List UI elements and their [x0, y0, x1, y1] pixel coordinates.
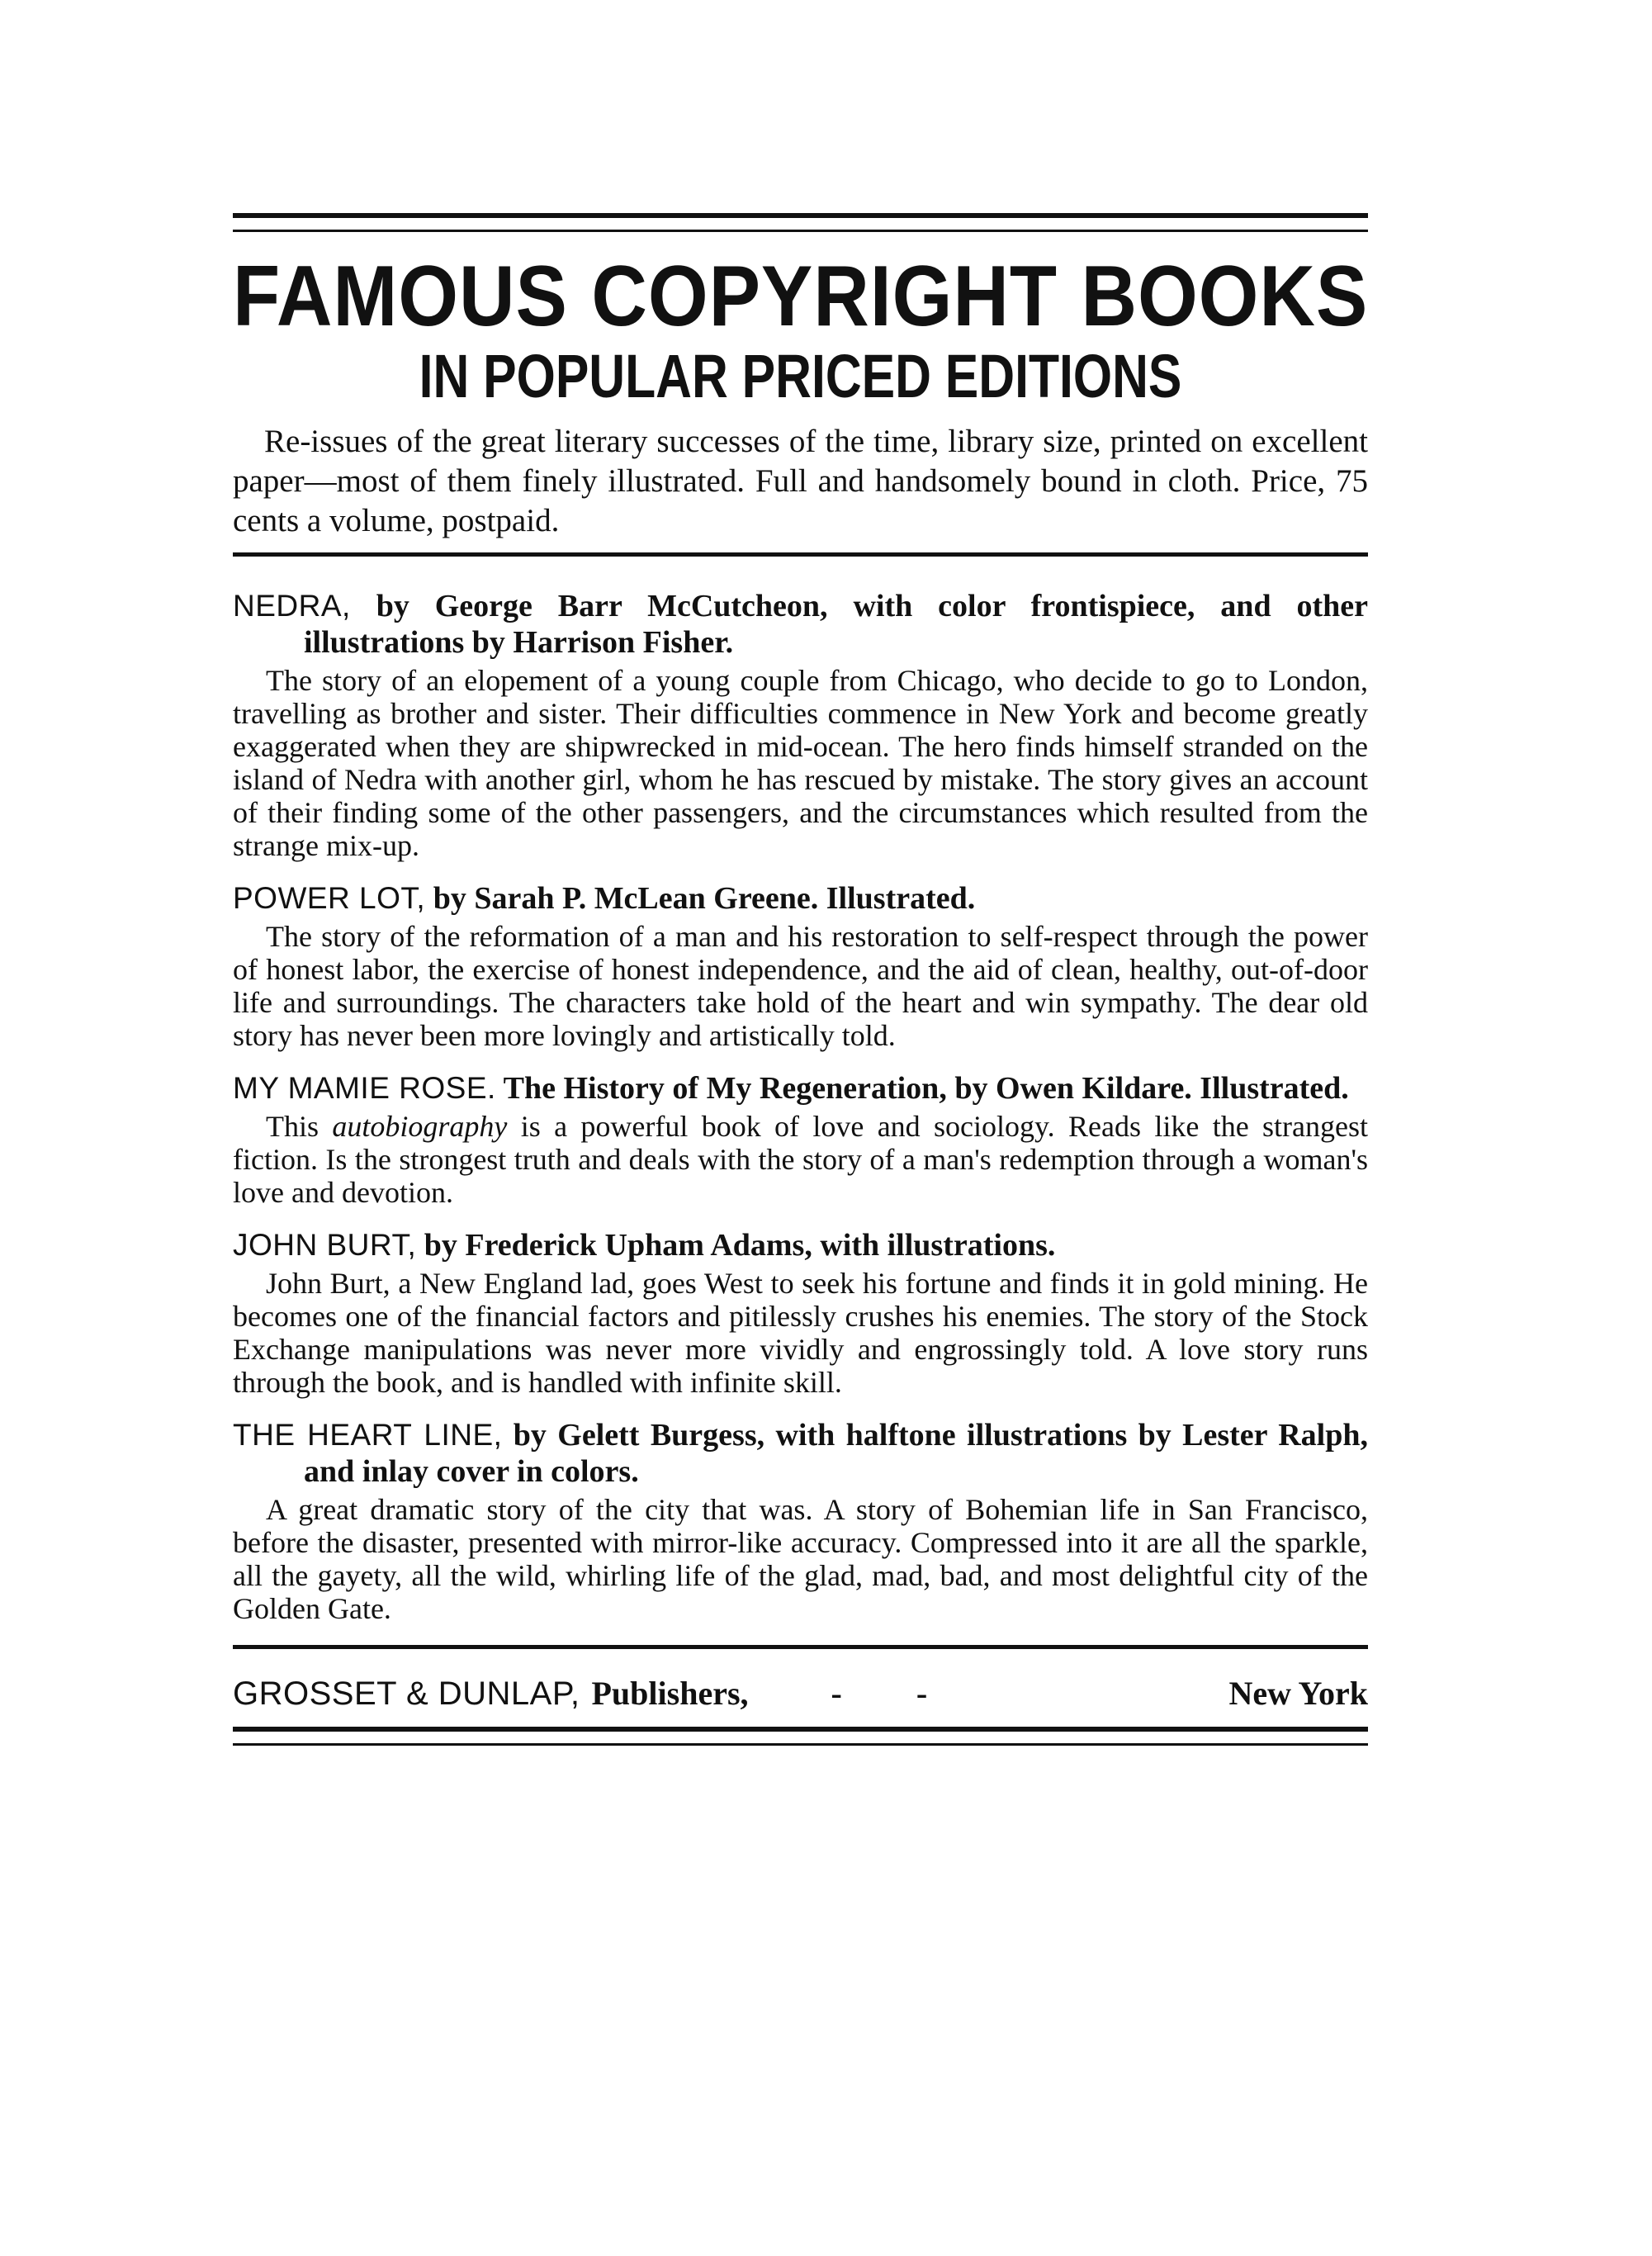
- book-entry-power-lot: [233, 880, 1368, 1052]
- book-heading: [233, 880, 1368, 917]
- book-title: POWER LOT,: [233, 881, 426, 915]
- book-description: [233, 1110, 1368, 1209]
- book-heading: [233, 588, 1368, 661]
- book-title: THE HEART LINE,: [233, 1418, 503, 1452]
- sub-title: IN POPULAR PRICED EDITIONS: [419, 342, 1182, 410]
- book-description: The story of an elopement of a young couple from Chicago, who decide to go to London, travelling as brother and sister. Their difficulties commence in New York and become greatly exaggerated when they are shipwrecked in mid-ocean. The hero finds himself stranded on the island of Nedra with another girl, whom he has rescued by mistake. The story gives an account of their finding some of the other passengers, and the circumstances which resulted from the strange mix-up.: [233, 664, 1368, 862]
- publisher-block: [233, 1674, 960, 1713]
- publisher-footer: [233, 1674, 1368, 1713]
- description-emphasis: autobiography: [332, 1110, 508, 1143]
- book-description: John Burt, a New England lad, goes West to seek his fortune and finds it in gold mining. He becomes one of the financial factors and pitilessly crushes his enemies. The story of the Stock Exchange manipulations was never more vividly and engrossingly told. A love story runs through the book, and is handled with infinite skill.: [233, 1267, 1368, 1399]
- book-byline: by Gelett Burgess, with halftone illustrations by Lester Ralph, and inlay cover in colors.: [304, 1418, 1368, 1489]
- book-description: A great dramatic story of the city that was. A story of Bohemian life in San Francisco, before the disaster, presented with mirror-like accuracy. Compressed into it are all the sparkle, all the gayety, all the wild, whirling life of the glad, mad, bad, and most delightful city of the Golden Gate.: [233, 1493, 1368, 1625]
- book-heading: [233, 1070, 1368, 1107]
- intro-paragraph: Re-issues of the great literary successes of the time, library size, printed on excellent paper—most of them finely illustrated. Full and handsomely bound in cloth. Price, 75 cents a volume, postpaid.: [233, 424, 1368, 538]
- top-double-rule: [233, 213, 1368, 232]
- book-title: MY MAMIE ROSE.: [233, 1071, 496, 1105]
- book-title: JOHN BURT,: [233, 1228, 417, 1262]
- bottom-double-rule: [233, 1727, 1368, 1746]
- book-byline: by Frederick Upham Adams, with illustrations.: [424, 1228, 1056, 1263]
- description-text-post: is a powerful book of love and sociology. Reads like the strangest fiction. Is the strongest truth and deals with the story of a man's redemption through a woman's love and devotion.: [233, 1110, 1368, 1209]
- footer-rule: [233, 1645, 1368, 1649]
- publisher-city: New York: [1228, 1675, 1368, 1712]
- book-entry-my-mamie-rose: [233, 1070, 1368, 1209]
- separator-dashes: - -: [831, 1675, 961, 1712]
- description-text-pre: This: [266, 1110, 333, 1143]
- book-description: The story of the reformation of a man and his restoration to self-respect through the power of honest labor, the exercise of honest independence, and the aid of clean, healthy, out-of-door life and surroundings. The characters take hold of the heart and win sympathy. The dear old story has never been more lovingly and artistically told.: [233, 920, 1368, 1052]
- advertisement-page: [233, 213, 1368, 1746]
- book-byline: The History of My Regeneration, by Owen Kildare. Illustrated.: [503, 1071, 1349, 1106]
- book-heading: [233, 1417, 1368, 1490]
- book-byline: by Sarah P. McLean Greene. Illustrated.: [433, 881, 976, 916]
- book-byline: by George Barr McCutcheon, with color frontispiece, and other illustrations by Harrison Fisher.: [304, 589, 1368, 660]
- intro-rule: [233, 552, 1368, 557]
- book-heading: [233, 1227, 1368, 1263]
- book-entry-the-heart-line: [233, 1417, 1368, 1625]
- publisher-suffix: Publishers,: [591, 1675, 749, 1712]
- book-title: NEDRA,: [233, 589, 351, 623]
- book-entry-nedra: [233, 588, 1368, 862]
- main-title: FAMOUS COPYRIGHT BOOKS: [233, 249, 1369, 344]
- publisher-name: GROSSET & DUNLAP,: [233, 1675, 580, 1712]
- book-entry-john-burt: [233, 1227, 1368, 1399]
